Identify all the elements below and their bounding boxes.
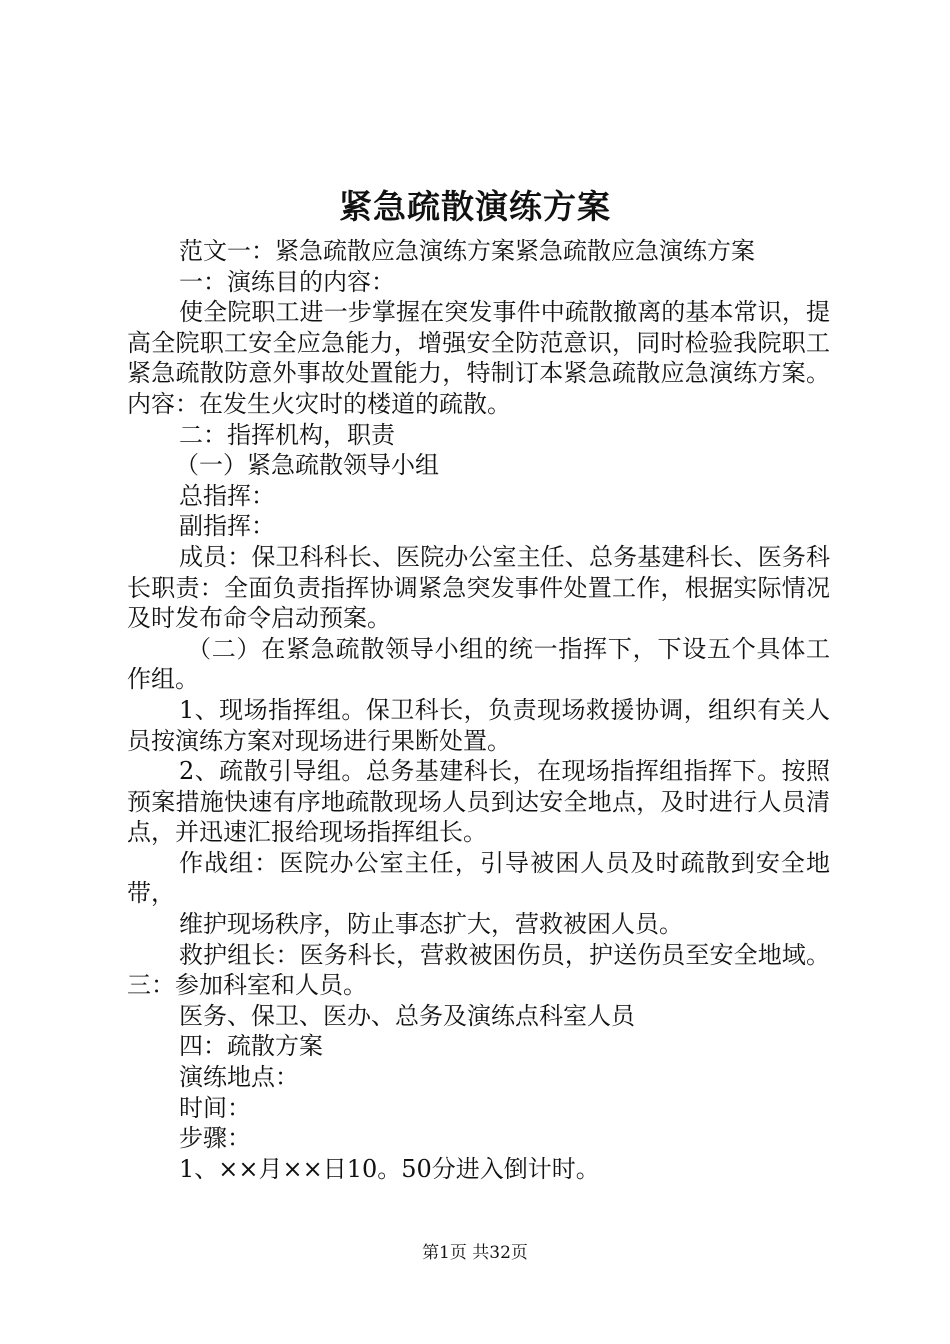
paragraph: 医务、保卫、医办、总务及演练点科室人员 [179, 1001, 635, 1030]
paragraph: （一）紧急疏散领导小组 [175, 451, 439, 480]
paragraph: 2、疏散引导组。总务基建科长，在现场指挥组指挥下。按照预案措施快速有序地疏散现场人员到达安全地点，及时进行人员清点，并迅速汇报给现场指挥组长。 [127, 757, 830, 847]
paragraph: 救护组长：医务科长，营救被困伤员，护送伤员至安全地域。三：参加科室和人员。 [127, 940, 830, 1000]
paragraph: 一：演练目的内容： [179, 267, 395, 296]
paragraph: 成员：保卫科科长、医院办公室主任、总务基建科长、医务科长职责：全面负责指挥协调紧急突发事件处置工作，根据实际情况及时发布命令启动预案。 [127, 542, 830, 633]
paragraph: 总指挥： [179, 481, 275, 510]
document-title: 紧急疏散演练方案 [339, 187, 611, 226]
paragraph: 范文一：紧急疏散应急演练方案紧急疏散应急演练方案 [179, 237, 755, 265]
paragraph: 四：疏散方案 [179, 1032, 323, 1061]
paragraph: 二：指挥机构，职责 [179, 420, 395, 449]
paragraph: 副指挥： [179, 512, 275, 541]
paragraph: 步骤： [179, 1124, 251, 1153]
paragraph: 使全院职工进一步掌握在突发事件中疏散撤离的基本常识，提高全院职工安全应急能力，增强安全防范意识，同时检验我院职工紧急疏散防意外事故处置能力，特制订本紧急疏散应急演练方案。内容：在发生火灾时的楼道的疏散。 [127, 298, 830, 418]
paragraph: 时间： [179, 1093, 251, 1122]
paragraph: 维护现场秩序，防止事态扩大，营救被困人员。 [179, 910, 683, 939]
page-footer: 第1页 共32页 [422, 1243, 528, 1263]
paragraph: （二）在紧急疏散领导小组的统一指挥下，下设五个具体工作组。 [127, 634, 830, 694]
paragraph: 1、××月××日10。50分进入倒计时。 [179, 1154, 600, 1183]
paragraph: 1、现场指挥组。保卫科长，负责现场救援协调，组织有关人员按演练方案对现场进行果断处置。 [127, 695, 830, 755]
paragraph: 演练地点： [179, 1063, 299, 1092]
document-body [127, 236, 830, 1184]
paragraph: 作战组：医院办公室主任，引导被困人员及时疏散到安全地带， [127, 848, 830, 908]
